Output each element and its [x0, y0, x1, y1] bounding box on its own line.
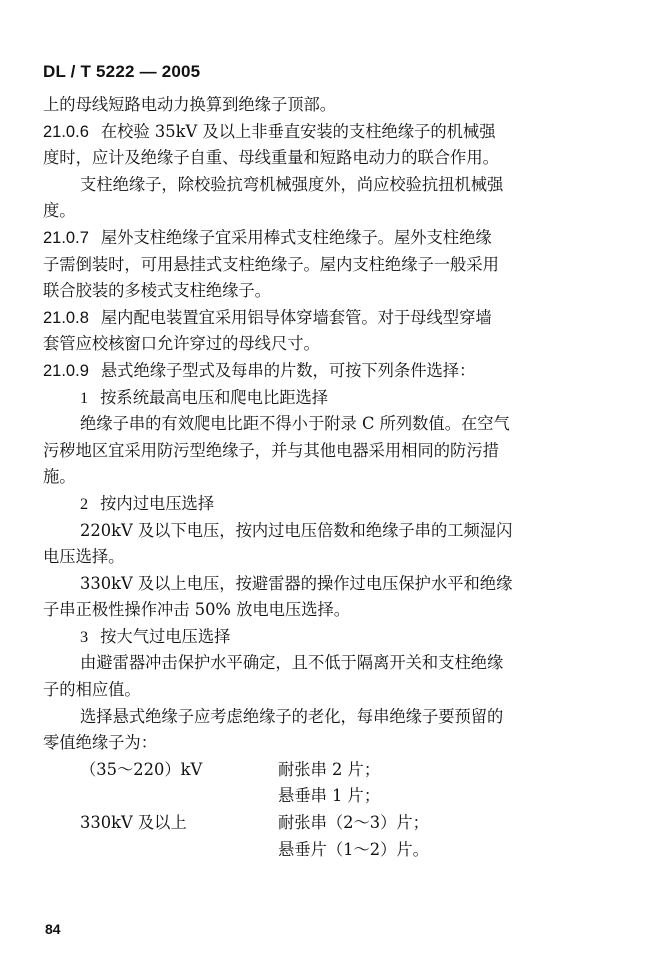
- text-line: [43, 597, 625, 624]
- text-line: [43, 305, 625, 332]
- line-text: 按大气过电压选择: [100, 626, 231, 646]
- zero-value-count: 悬垂串 1 片；: [278, 786, 381, 806]
- text-line: [43, 491, 625, 518]
- text-line: [43, 331, 625, 358]
- zero-value-count: 悬垂片（1～2）片。: [278, 839, 429, 859]
- line-text: 度。: [43, 201, 76, 221]
- line-text: 在校验 35kV 及以上非垂直安装的支柱绝缘子的机械强: [100, 121, 496, 141]
- text-line: [43, 464, 625, 491]
- text-line: [43, 438, 625, 465]
- item-number: 2: [80, 493, 89, 513]
- clause-number: 21.0.7: [43, 228, 89, 247]
- text-line: [43, 252, 625, 279]
- line-text: 上的母线短路电动力换算到绝缘子顶部。: [43, 95, 337, 114]
- text-lines: [43, 92, 625, 757]
- text-line: [43, 92, 625, 119]
- line-text: 220kV 及以下电压，按内过电压倍数和绝缘子串的工频湿闪: [80, 520, 513, 540]
- text-line: [43, 544, 625, 571]
- text-line: [43, 518, 625, 545]
- line-text: 绝缘子串的有效爬电比距不得小于附录 C 所列数值。在空气: [80, 414, 510, 434]
- line-text: 屋内配电装置宜采用铝导体穿墙套管。对于母线型穿墙: [100, 307, 492, 327]
- line-text: 由避雷器冲击保护水平确定，且不低于隔离开关和支柱绝缘: [80, 653, 504, 673]
- line-text: 悬式绝缘子型式及每串的片数，可按下列条件选择：: [100, 360, 476, 380]
- clause-number: 21.0.8: [43, 308, 89, 327]
- line-text: 度时，应计及绝缘子自重、母线重量和短路电动力的联合作用。: [43, 148, 499, 168]
- line-text: 屋外支柱绝缘子宜采用棒式支柱绝缘子。屋外支柱绝缘: [100, 227, 492, 247]
- zero-value-count: 耐张串 2 片；: [278, 759, 381, 779]
- voltage-level: 330kV 及以上: [80, 813, 187, 833]
- value-row: [43, 837, 625, 864]
- text-line: [43, 145, 625, 172]
- text-line: [43, 385, 625, 412]
- item-number: 3: [80, 626, 89, 646]
- text-line: [43, 411, 625, 438]
- text-line: [43, 677, 625, 704]
- line-text: 按系统最高电压和爬电比距选择: [100, 387, 329, 407]
- item-number: 1: [80, 387, 89, 407]
- line-text: 子串正极性操作冲击 50% 放电电压选择。: [43, 600, 351, 620]
- text-line: [43, 624, 625, 651]
- zero-value-count: 耐张串（2～3）片；: [278, 813, 429, 833]
- zero-value-insulator-table: [43, 757, 625, 863]
- line-text: 选择悬式绝缘子应考虑绝缘子的老化，每串绝缘子要预留的: [80, 706, 504, 726]
- line-text: 支柱绝缘子，除校验抗弯机械强度外，尚应校验抗扭机械强: [80, 174, 504, 194]
- line-text: 电压选择。: [43, 547, 125, 567]
- line-text: 污秽地区宜采用防污型绝缘子，并与其他电器采用相同的防污措: [43, 440, 499, 460]
- text-line: [43, 172, 625, 199]
- voltage-level: （35～220）kV: [80, 759, 203, 779]
- line-text: 按内过电压选择: [100, 493, 215, 513]
- text-line: [43, 730, 625, 757]
- text-line: [43, 650, 625, 677]
- text-line: [43, 358, 625, 385]
- text-line: [43, 119, 625, 146]
- clause-number: 21.0.6: [43, 122, 89, 141]
- text-line: [43, 198, 625, 225]
- value-row: [43, 810, 625, 837]
- value-row: [43, 757, 625, 784]
- text-line: [43, 278, 625, 305]
- line-text: 施。: [43, 467, 76, 487]
- line-text: 零值绝缘子为：: [43, 733, 157, 753]
- line-text: 套管应校核窗口允许穿过的母线尺寸。: [43, 334, 320, 354]
- text-line: [43, 704, 625, 731]
- line-text: 子需倒装时，可用悬挂式支柱绝缘子。屋内支柱绝缘子一般采用: [43, 254, 499, 274]
- text-line: [43, 571, 625, 598]
- document-body: [43, 92, 625, 863]
- standard-code-header: DL / T 5222 — 2005: [43, 62, 201, 81]
- clause-number: 21.0.9: [43, 361, 89, 380]
- line-text: 联合胶装的多棱式支柱绝缘子。: [43, 281, 271, 301]
- line-text: 330kV 及以上电压，按避雷器的操作过电压保护水平和绝缘: [80, 573, 513, 593]
- line-text: 子的相应值。: [43, 680, 141, 700]
- text-line: [43, 225, 625, 252]
- page-number: 84: [45, 921, 61, 937]
- value-row: [43, 783, 625, 810]
